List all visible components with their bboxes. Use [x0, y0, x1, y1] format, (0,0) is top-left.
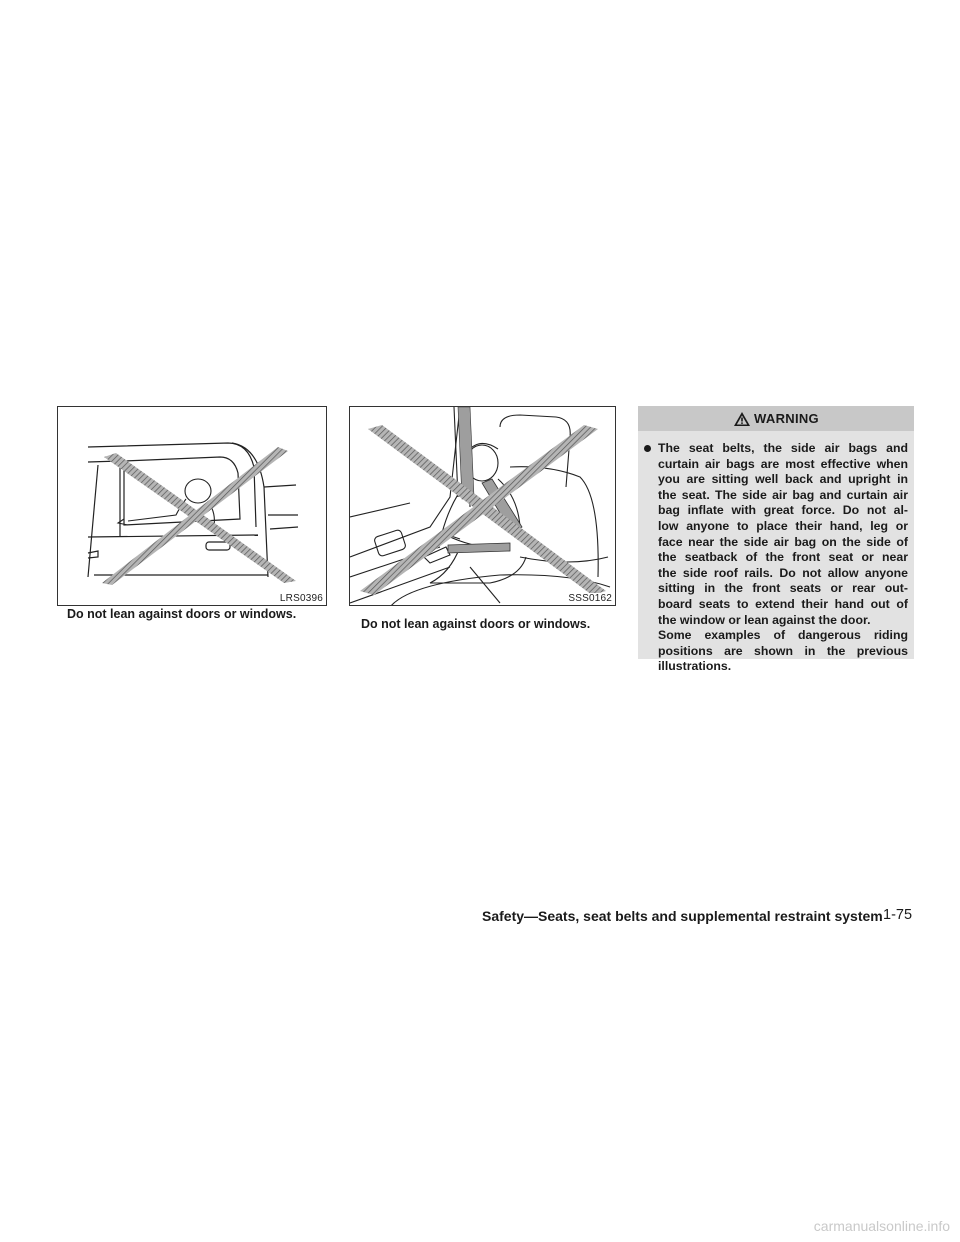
section-title-footer: Safety—Seats, seat belts and supplemental restraint system [482, 908, 883, 924]
warning-text-line: board seats to extend their hand out of [658, 596, 908, 611]
warning-title: WARNING [754, 411, 819, 426]
person-leaning-on-door-illustration [58, 407, 327, 606]
illustration-lrs0396 [57, 406, 327, 606]
warning-text-line: bag inflate with great force. Do not al- [658, 503, 908, 518]
figure-code: LRS0396 [279, 593, 323, 604]
illustration-sss0162 [349, 406, 616, 606]
bullet-icon [644, 445, 651, 452]
warning-text-line: the seat. The side air bag and curtain air [658, 487, 908, 502]
warning-triangle-icon [733, 411, 751, 427]
page-number: 1-75 [883, 907, 913, 923]
figure-caption: Do not lean against doors or windows. [67, 607, 297, 621]
warning-text-line: the seatback of the front seat or near [658, 550, 908, 565]
warning-box [638, 406, 914, 674]
warning-text-line: the window or lean against the door. [658, 612, 871, 627]
warning-text-line: face near the side air bag on the side of [658, 534, 908, 549]
watermark-text: carmanualsonline.info [813, 1218, 950, 1234]
warning-text-line: low anyone to place their hand, leg or [658, 518, 908, 533]
warning-text-line: you are sitting well back and upright in [658, 472, 908, 487]
warning-text-line: sitting in the front seats or rear out- [658, 581, 908, 596]
warning-text-line: the side roof rails. Do not allow anyone [658, 565, 908, 580]
warning-text-line: The seat belts, the side air bags and [658, 441, 908, 455]
child-leaning-on-door-illustration [350, 407, 616, 606]
warning-text-line: curtain air bags are most effective when [658, 456, 908, 471]
warning-text-line: Some examples of dangerous riding [658, 628, 908, 643]
warning-header [638, 406, 914, 431]
warning-text-line: illustrations. [658, 659, 732, 674]
figure-code: SSS0162 [568, 593, 612, 604]
figure-caption: Do not lean against doors or windows. [361, 617, 591, 631]
warning-bullet-item [638, 431, 914, 675]
warning-text-line: positions are shown in the previous [658, 643, 908, 658]
